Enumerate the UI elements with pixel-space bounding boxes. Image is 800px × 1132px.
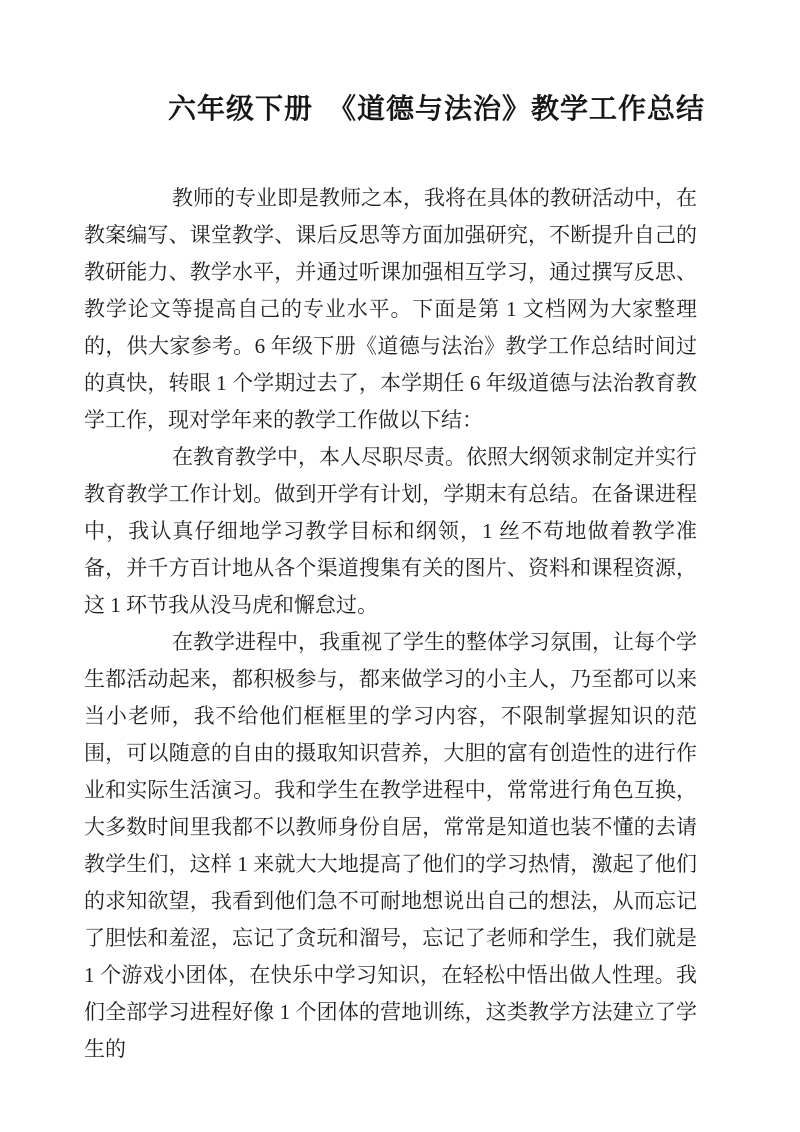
document-title: 六年级下册 《道德与法治》教学工作总结 bbox=[168, 94, 706, 125]
paragraph-teaching-process: 在教学进程中，我重视了学生的整体学习氛围，让每个学生都活动起来，都积极参与，都来做学习的小主人，乃至都可以来当小老师，我不给他们框框里的学习内容，不限制掌握知识的范围，可以随意的自由的摄取知识营养，大胆的富有创造性的进行作业和实际生活演习。我和学生在教学进程中，常常进行角色互换，大多数时间里我都不以教师身份自居，常常是知道也装不懂的去请教学生们，这样 1 来就大大地提高了他们的学习热情，激起了他们的求知欲望，我看到他们急不可耐地想说出自己的想法，从而忘记了胆怯和羞涩，忘记了贪玩和溜号，忘记了老师和学生，我们就是 1 个游戏小团体，在快乐中学习知识，在轻松中悟出做人性理。我们全部学习进程好像 1 个团体的营地训练，这类教学方法建立了学生的 bbox=[84, 630, 697, 1061]
document-body bbox=[84, 180, 697, 1068]
paragraph-teaching-plan: 在教育教学中，本人尽职尽责。依照大纲领求制定并实行教育教学工作计划。做到开学有计划，学期末有总结。在备课进程中，我认真仔细地学习教学目标和纲领，1 丝不苟地做着教学准备，并千方百计地从各个渠道搜集有关的图片、资料和课程资源，这 1 环节我从没马虎和懈怠过。 bbox=[84, 445, 697, 617]
paragraph-intro: 教师的专业即是教师之本，我将在具体的教研活动中，在教案编写、课堂教学、课后反思等方面加强研究，不断提升自己的教研能力、教学水平，并通过听课加强相互学习，通过撰写反思、教学论文等提高自己的专业水平。下面是第 1 文档网为大家整理的，供大家参考。6 年级下册《道德与法治》教学工作总结时间过的真快，转眼 1 个学期过去了，本学期任 6 年级道德与法治教育教学工作，现对学年来的教学工作做以下结： bbox=[84, 186, 697, 432]
